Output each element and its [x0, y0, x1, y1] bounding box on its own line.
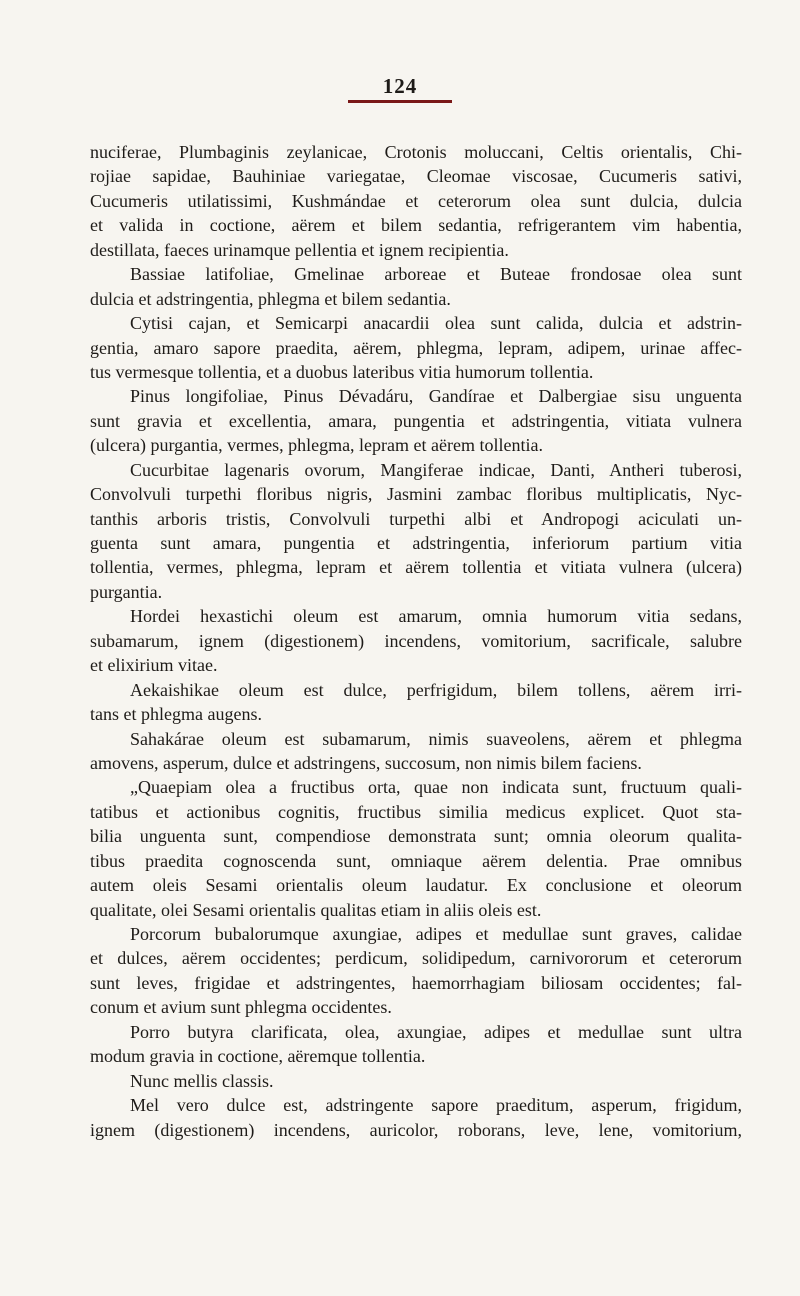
- text-line: sunt leves, frigidae et adstringentes, haemorrhagiam biliosam occidentes; fal-: [90, 972, 742, 993]
- text-line: ignem (digestionem) incendens, auricolor, roborans, leve, lene, vomitorium,: [90, 1119, 742, 1140]
- text-line: gentia, amaro sapore praedita, aërem, phlegma, lepram, adipem, urinae affec-: [90, 337, 742, 358]
- text-line: Aekaishikae oleum est dulce, perfrigidum, bilem tollens, aërem irri-: [130, 679, 742, 700]
- text-line: Cucumeris utilatissimi, Kushmándae et ceterorum olea sunt dulcia, dulcia: [90, 190, 742, 211]
- text-line: tanthis arboris tristis, Convolvuli turpethi albi et Andropogi aciculati un-: [90, 508, 742, 529]
- text-line: „Quaepiam olea a fructibus orta, quae non indicata sunt, fructuum quali-: [130, 777, 742, 798]
- text-line: sunt gravia et excellentia, amara, pungentia et adstringentia, vitiata vulnera: [90, 410, 742, 431]
- text-line: Cytisi cajan, et Semicarpi anacardii olea sunt calida, dulcia et adstrin-: [130, 313, 742, 334]
- text-line: tollentia, vermes, phlegma, lepram et aërem tollentia et vitiata vulnera (ulcera): [90, 557, 742, 578]
- text-line: Convolvuli turpethi floribus nigris, Jasmini zambac floribus multiplicatis, Nyc-: [90, 484, 742, 505]
- text-line: Cucurbitae lagenaris ovorum, Mangiferae indicae, Danti, Antheri tuberosi,: [130, 459, 742, 480]
- text-line: (ulcera) purgantia, vermes, phlegma, lepram et aërem tollentia.: [90, 435, 543, 456]
- text-line: Nunc mellis classis.: [130, 1070, 274, 1091]
- text-line: tus vermesque tollentia, et a duobus lateribus vitia humorum tollentia.: [90, 361, 594, 382]
- text-line: bilia unguenta sunt, compendiose demonstrata sunt; omnia oleorum qualita-: [90, 826, 742, 847]
- text-line: nuciferae, Plumbaginis zeylanicae, Crotonis moluccani, Celtis orientalis, Chi-: [90, 142, 742, 162]
- text-line: tatibus et actionibus cognitis, fructibus similia medicus explicet. Quot sta-: [90, 801, 742, 822]
- text-line: Sahakárae oleum est subamarum, nimis suaveolens, aërem et phlegma: [130, 728, 742, 749]
- text-line: qualitate, olei Sesami orientalis qualitas etiam in aliis oleis est.: [90, 899, 542, 920]
- text-line: et elixirium vitae.: [90, 655, 218, 676]
- text-line: Porcorum bubalorumque axungiae, adipes et medullae sunt graves, calidae: [130, 924, 742, 944]
- text-line: Porro butyra clarificata, olea, axungiae, adipes et medullae sunt ultra: [130, 1021, 742, 1042]
- text-line: et dulces, aërem occidentes; perdicum, solidipedum, carnivororum et ceterorum: [90, 948, 742, 969]
- text-line: guenta sunt amara, pungentia et adstringentia, inferiorum partium vitia: [90, 533, 742, 553]
- page-number: 124: [382, 74, 418, 98]
- text-line: tans et phlegma augens.: [90, 704, 262, 725]
- text-line: conum et avium sunt phlegma occidentes.: [90, 997, 392, 1018]
- text-line: et valida in coctione, aërem et bilem sedantia, refrigerantem vim habentia,: [90, 215, 742, 236]
- text-line: subamarum, ignem (digestionem) incendens, vomitorium, sacrificale, salubre: [90, 630, 742, 651]
- text-line: purgantia.: [90, 581, 163, 602]
- text-line: Pinus longifoliae, Pinus Dévadáru, Gandírae et Dalbergiae sisu unguenta: [130, 386, 742, 407]
- text-line: Hordei hexastichi oleum est amarum, omnia humorum vitia sedans,: [130, 606, 742, 627]
- text-line: Mel vero dulce est, adstringente sapore praeditum, asperum, frigidum,: [130, 1095, 742, 1116]
- text-line: amovens, asperum, dulce et adstringens, succosum, non nimis bilem faciens.: [90, 752, 642, 773]
- text-line: destillata, faeces urinamque pellentia et ignem recipientia.: [90, 239, 509, 260]
- text-line: modum gravia in coctione, aëremque tollentia.: [90, 1046, 426, 1067]
- text-line: rojiae sapidae, Bauhiniae variegatae, Cleomae viscosae, Cucumeris sativi,: [90, 166, 742, 187]
- text-line: tibus praedita cognoscenda sunt, omniaque aërem delentia. Prae omnibus: [90, 850, 742, 871]
- text-line: Bassiae latifoliae, Gmelinae arboreae et Buteae frondosae olea sunt: [130, 264, 742, 285]
- body-text: [90, 140, 742, 1142]
- text-line: autem oleis Sesami orientalis oleum laudatur. Ex conclusione et oleorum: [90, 875, 742, 896]
- text-line: dulcia et adstringentia, phlegma et bilem sedantia.: [90, 288, 451, 309]
- header-rule: [348, 100, 452, 103]
